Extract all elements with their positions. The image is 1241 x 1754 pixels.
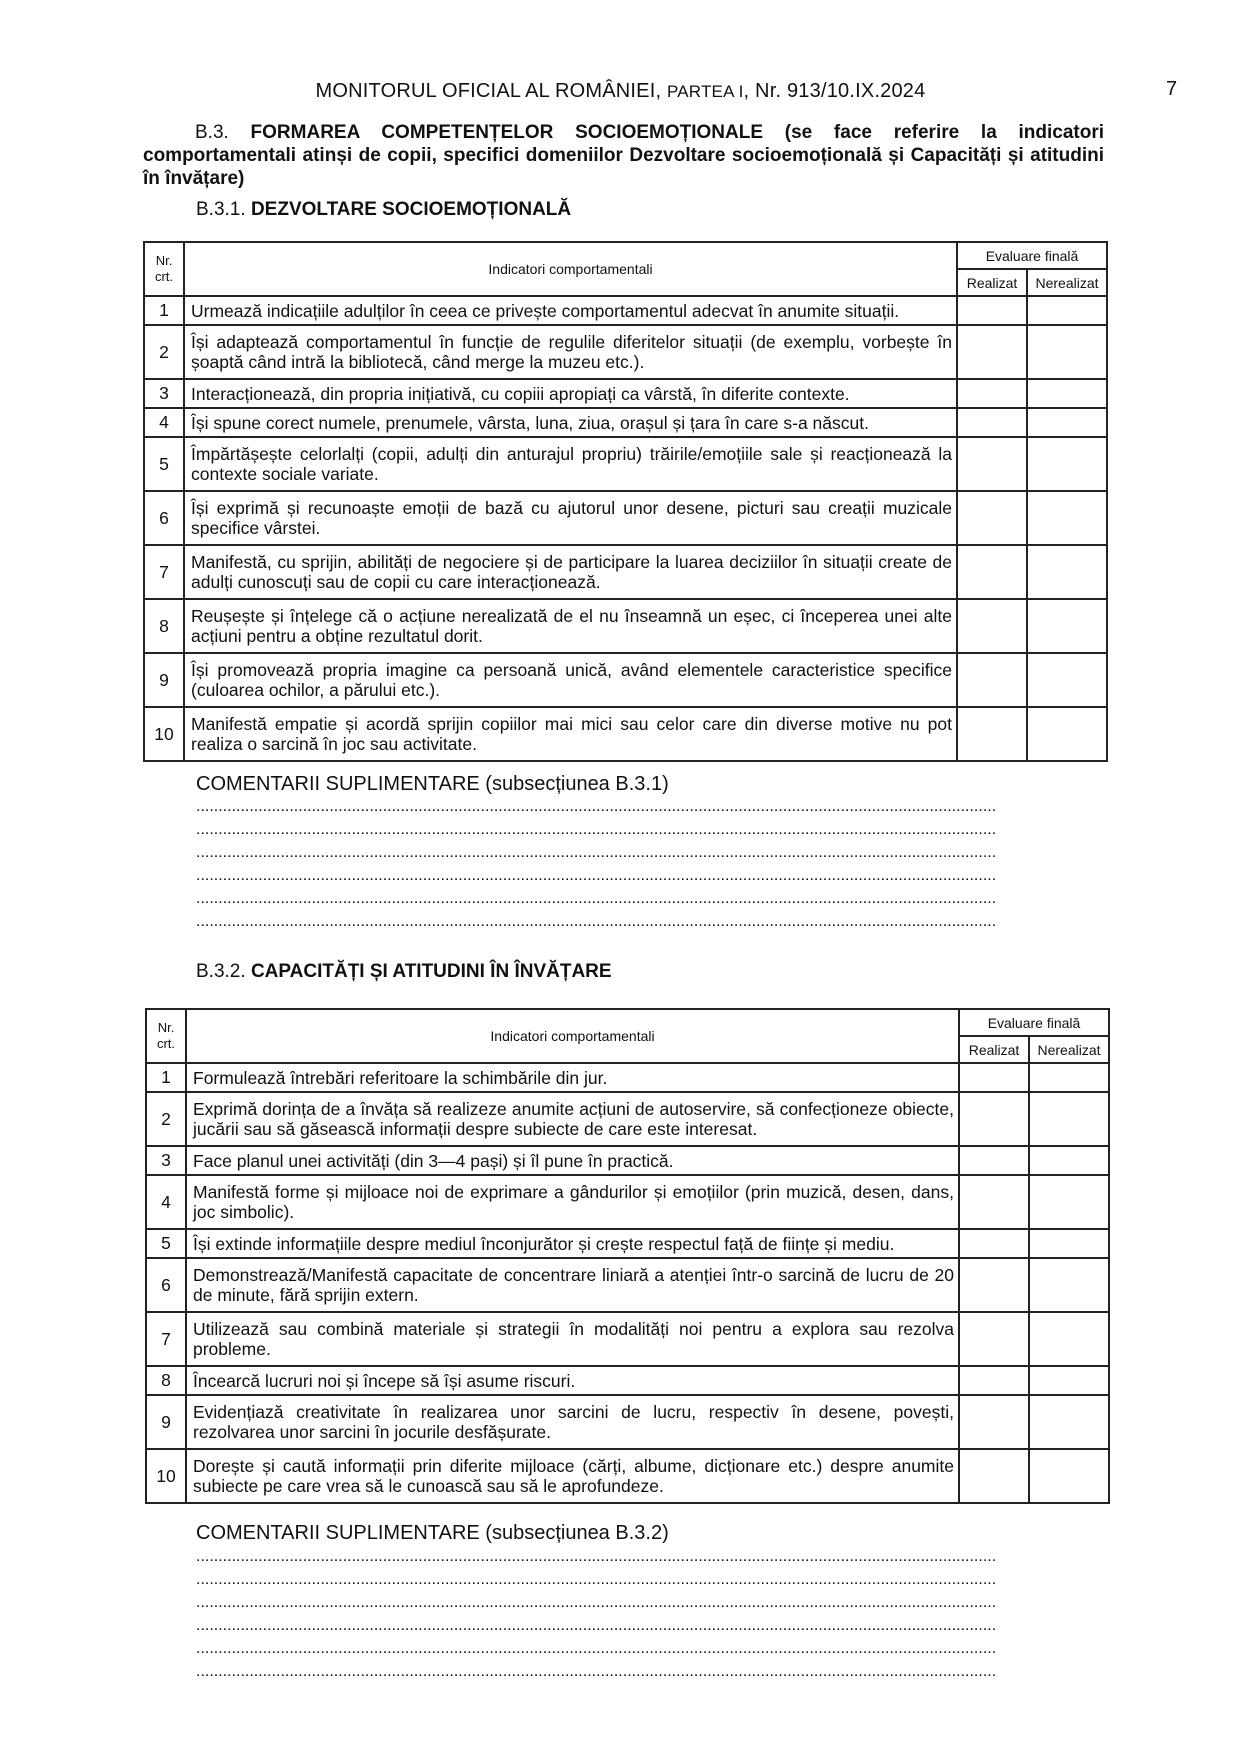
nerealizat-cell[interactable] xyxy=(1027,296,1107,325)
indicator-text: Manifestă, cu sprijin, abilități de negociere și de participare la luarea deciziilor în situații create de adulți cunoscuți sau de copii cu care interacționează. xyxy=(184,545,957,599)
row-number: 6 xyxy=(146,1258,186,1312)
indicator-text: Își promovează propria imagine ca persoană unică, având elementele caracteristice specifice (culoarea ochilor, a părului etc.). xyxy=(184,653,957,707)
realizat-cell[interactable] xyxy=(957,545,1027,599)
indicator-text: Își exprimă și recunoaște emoții de bază cu ajutorul unor desene, picturi sau creații muzicale specifice vârstei. xyxy=(184,491,957,545)
row-number: 8 xyxy=(146,1366,186,1395)
row-number: 5 xyxy=(146,1229,186,1258)
nerealizat-cell[interactable] xyxy=(1027,325,1107,379)
indicator-text: Utilizează sau combină materiale și strategii în modalități noi pentru a explora sau rezolva probleme. xyxy=(186,1312,959,1366)
realizat-cell[interactable] xyxy=(957,707,1027,761)
nerealizat-cell[interactable] xyxy=(1029,1229,1109,1258)
indicator-text: Își spune corect numele, prenumele, vârsta, luna, ziua, orașul și țara în care s-a născut. xyxy=(184,408,957,437)
realizat-cell[interactable] xyxy=(959,1063,1029,1092)
indicator-text: Împărtășește celorlalți (copii, adulți din anturajul propriu) trăirile/emoțiile sale și reacționează la contexte sociale variate. xyxy=(184,437,957,491)
table-row xyxy=(146,1092,1109,1146)
realizat-cell[interactable] xyxy=(959,1229,1029,1258)
table-row xyxy=(144,599,1107,653)
row-number: 6 xyxy=(144,491,184,545)
table-row xyxy=(144,379,1107,408)
nerealizat-cell[interactable] xyxy=(1027,408,1107,437)
indicator-text: Își adaptează comportamentul în funcție de regulile diferitelor situații (de exemplu, vorbește în șoaptă când intră la bibliotecă, când merge la muzeu etc.). xyxy=(184,325,957,379)
indicator-text: Interacționează, din propria inițiativă, cu copiii apropiați ca vârstă, în diferite contexte. xyxy=(184,379,957,408)
row-number: 10 xyxy=(144,707,184,761)
col-header-done: Realizat xyxy=(957,269,1027,296)
subsection-b31-title: B.3.1. DEZVOLTARE SOCIOEMOȚIONALĂ xyxy=(196,199,572,220)
row-number: 4 xyxy=(146,1175,186,1229)
col-header-evaluation: Evaluare finală xyxy=(957,242,1107,269)
realizat-cell[interactable] xyxy=(957,379,1027,408)
nerealizat-cell[interactable] xyxy=(1029,1092,1109,1146)
col-header-not-done: Nerealizat xyxy=(1029,1036,1109,1063)
table-row xyxy=(144,491,1107,545)
row-number: 7 xyxy=(146,1312,186,1366)
nerealizat-cell[interactable] xyxy=(1027,545,1107,599)
page-header: MONITORUL OFICIAL AL ROMÂNIEI, PARTEA I, Nr. 913/10.IX.2024 xyxy=(315,80,926,102)
realizat-cell[interactable] xyxy=(959,1312,1029,1366)
table-row xyxy=(146,1258,1109,1312)
indicator-text: Încearcă lucruri noi și începe să își asume riscuri. xyxy=(186,1366,959,1395)
row-number: 1 xyxy=(144,296,184,325)
realizat-cell[interactable] xyxy=(959,1146,1029,1175)
table-row xyxy=(146,1063,1109,1092)
indicator-text: Evidențiază creativitate în realizarea unor sarcini de lucru, respectiv în desene, povești, rezolvarea unor sarcini în jocurile desfășurate. xyxy=(186,1395,959,1449)
row-number: 9 xyxy=(146,1395,186,1449)
section-title: B.3. FORMAREA COMPETENȚELOR SOCIOEMOȚIONALE (se face referire la indicatori comportamentali atinși de copii, specifici domeniilor Dezvoltare socioemoțională și Capacități și atitudini în învățare) xyxy=(143,122,1104,189)
nerealizat-cell[interactable] xyxy=(1027,379,1107,408)
dotted-line: .................................................................................................................................................................................... xyxy=(196,890,997,907)
comments-label-b32: COMENTARII SUPLIMENTARE (subsecțiunea B.3.2) xyxy=(196,1522,669,1544)
nerealizat-cell[interactable] xyxy=(1027,437,1107,491)
indicator-text: Urmează indicațiile adulților în ceea ce privește comportamentul adecvat în anumite situații. xyxy=(184,296,957,325)
col-header-indicators: Indicatori comportamentali xyxy=(184,242,957,296)
col-header-evaluation: Evaluare finală xyxy=(959,1009,1109,1036)
indicators-table-b31 xyxy=(143,241,1108,762)
realizat-cell[interactable] xyxy=(957,325,1027,379)
nerealizat-cell[interactable] xyxy=(1029,1063,1109,1092)
nerealizat-cell[interactable] xyxy=(1027,653,1107,707)
realizat-cell[interactable] xyxy=(959,1366,1029,1395)
row-number: 2 xyxy=(144,325,184,379)
table-row xyxy=(146,1175,1109,1229)
dotted-line: .................................................................................................................................................................................... xyxy=(196,798,997,815)
dotted-line: .................................................................................................................................................................................... xyxy=(196,913,997,930)
table-row xyxy=(144,437,1107,491)
realizat-cell[interactable] xyxy=(957,653,1027,707)
nerealizat-cell[interactable] xyxy=(1027,707,1107,761)
realizat-cell[interactable] xyxy=(957,408,1027,437)
indicator-text: Își extinde informațiile despre mediul înconjurător și crește respectul față de ființe și mediu. xyxy=(186,1229,959,1258)
nerealizat-cell[interactable] xyxy=(1029,1312,1109,1366)
indicator-text: Demonstrează/Manifestă capacitate de concentrare liniară a atenției într-o sarcină de lucru de 20 de minute, fără sprijin extern. xyxy=(186,1258,959,1312)
nerealizat-cell[interactable] xyxy=(1027,599,1107,653)
table-row xyxy=(146,1395,1109,1449)
indicator-text: Dorește și caută informații prin diferite mijloace (cărți, albume, dicționare etc.) despre anumite subiecte pe care vrea să le cunoască sau să le aprofundeze. xyxy=(186,1449,959,1503)
dotted-line: .................................................................................................................................................................................... xyxy=(196,1594,997,1611)
dotted-line: .................................................................................................................................................................................... xyxy=(196,1617,997,1634)
col-header-not-done: Nerealizat xyxy=(1027,269,1107,296)
realizat-cell[interactable] xyxy=(957,599,1027,653)
row-number: 3 xyxy=(146,1146,186,1175)
indicator-text: Formulează întrebări referitoare la schimbările din jur. xyxy=(186,1063,959,1092)
col-header-nr: Nr. crt. xyxy=(144,242,184,296)
row-number: 7 xyxy=(144,545,184,599)
dotted-line: .................................................................................................................................................................................... xyxy=(196,821,997,838)
table-row xyxy=(146,1229,1109,1258)
table-row xyxy=(146,1312,1109,1366)
realizat-cell[interactable] xyxy=(959,1395,1029,1449)
comments-area-b32[interactable] xyxy=(196,1545,1104,1683)
row-number: 1 xyxy=(146,1063,186,1092)
nerealizat-cell[interactable] xyxy=(1027,491,1107,545)
realizat-cell[interactable] xyxy=(957,437,1027,491)
indicator-text: Face planul unei activități (din 3—4 pași) și îl pune în practică. xyxy=(186,1146,959,1175)
comments-label-b31: COMENTARII SUPLIMENTARE (subsecțiunea B.3.1) xyxy=(196,773,669,795)
subsection-b32-title: B.3.2. CAPACITĂȚI ȘI ATITUDINI ÎN ÎNVĂȚARE xyxy=(196,961,612,982)
table-row xyxy=(144,653,1107,707)
row-number: 5 xyxy=(144,437,184,491)
dotted-line: .................................................................................................................................................................................... xyxy=(196,844,997,861)
dotted-line: .................................................................................................................................................................................... xyxy=(196,1640,997,1657)
table-row xyxy=(144,545,1107,599)
row-number: 8 xyxy=(144,599,184,653)
col-header-nr: Nr. crt. xyxy=(146,1009,186,1063)
table-row xyxy=(144,296,1107,325)
nerealizat-cell[interactable] xyxy=(1029,1395,1109,1449)
comments-area-b31[interactable] xyxy=(196,795,1104,933)
dotted-line: .................................................................................................................................................................................... xyxy=(196,1571,997,1588)
nerealizat-cell[interactable] xyxy=(1029,1146,1109,1175)
indicator-text: Manifestă forme și mijloace noi de exprimare a gândurilor și emoțiilor (prin muzică, desen, dans, joc simbolic). xyxy=(186,1175,959,1229)
table-row xyxy=(144,408,1107,437)
nerealizat-cell[interactable] xyxy=(1029,1449,1109,1503)
row-number: 9 xyxy=(144,653,184,707)
table-row xyxy=(144,325,1107,379)
table-row xyxy=(146,1449,1109,1503)
row-number: 4 xyxy=(144,408,184,437)
indicator-text: Manifestă empatie și acordă sprijin copiilor mai mici sau celor care din diverse motive nu pot realiza o sarcină în joc sau activitate. xyxy=(184,707,957,761)
realizat-cell[interactable] xyxy=(959,1258,1029,1312)
indicators-table-b32 xyxy=(145,1008,1110,1504)
page-number: 7 xyxy=(1166,78,1178,100)
indicator-text: Reușește și înțelege că o acțiune nerealizată de el nu înseamnă un eșec, ci începerea unei alte acțiuni pentru a obține rezultatul dorit. xyxy=(184,599,957,653)
nerealizat-cell[interactable] xyxy=(1029,1258,1109,1312)
realizat-cell[interactable] xyxy=(959,1449,1029,1503)
table-row xyxy=(146,1146,1109,1175)
dotted-line: .................................................................................................................................................................................... xyxy=(196,1548,997,1565)
realizat-cell[interactable] xyxy=(959,1175,1029,1229)
nerealizat-cell[interactable] xyxy=(1029,1175,1109,1229)
dotted-line: .................................................................................................................................................................................... xyxy=(196,867,997,884)
row-number: 3 xyxy=(144,379,184,408)
realizat-cell[interactable] xyxy=(959,1092,1029,1146)
row-number: 2 xyxy=(146,1092,186,1146)
col-header-done: Realizat xyxy=(959,1036,1029,1063)
table-row xyxy=(144,707,1107,761)
nerealizat-cell[interactable] xyxy=(1029,1366,1109,1395)
dotted-line: .................................................................................................................................................................................... xyxy=(196,1663,997,1680)
realizat-cell[interactable] xyxy=(957,491,1027,545)
table-row xyxy=(146,1366,1109,1395)
realizat-cell[interactable] xyxy=(957,296,1027,325)
col-header-indicators: Indicatori comportamentali xyxy=(186,1009,959,1063)
row-number: 10 xyxy=(146,1449,186,1503)
indicator-text: Exprimă dorința de a învăța să realizeze anumite acțiuni de autoservire, să confecționeze obiecte, jucării sau să găsească informații despre subiecte de care este interesat. xyxy=(186,1092,959,1146)
